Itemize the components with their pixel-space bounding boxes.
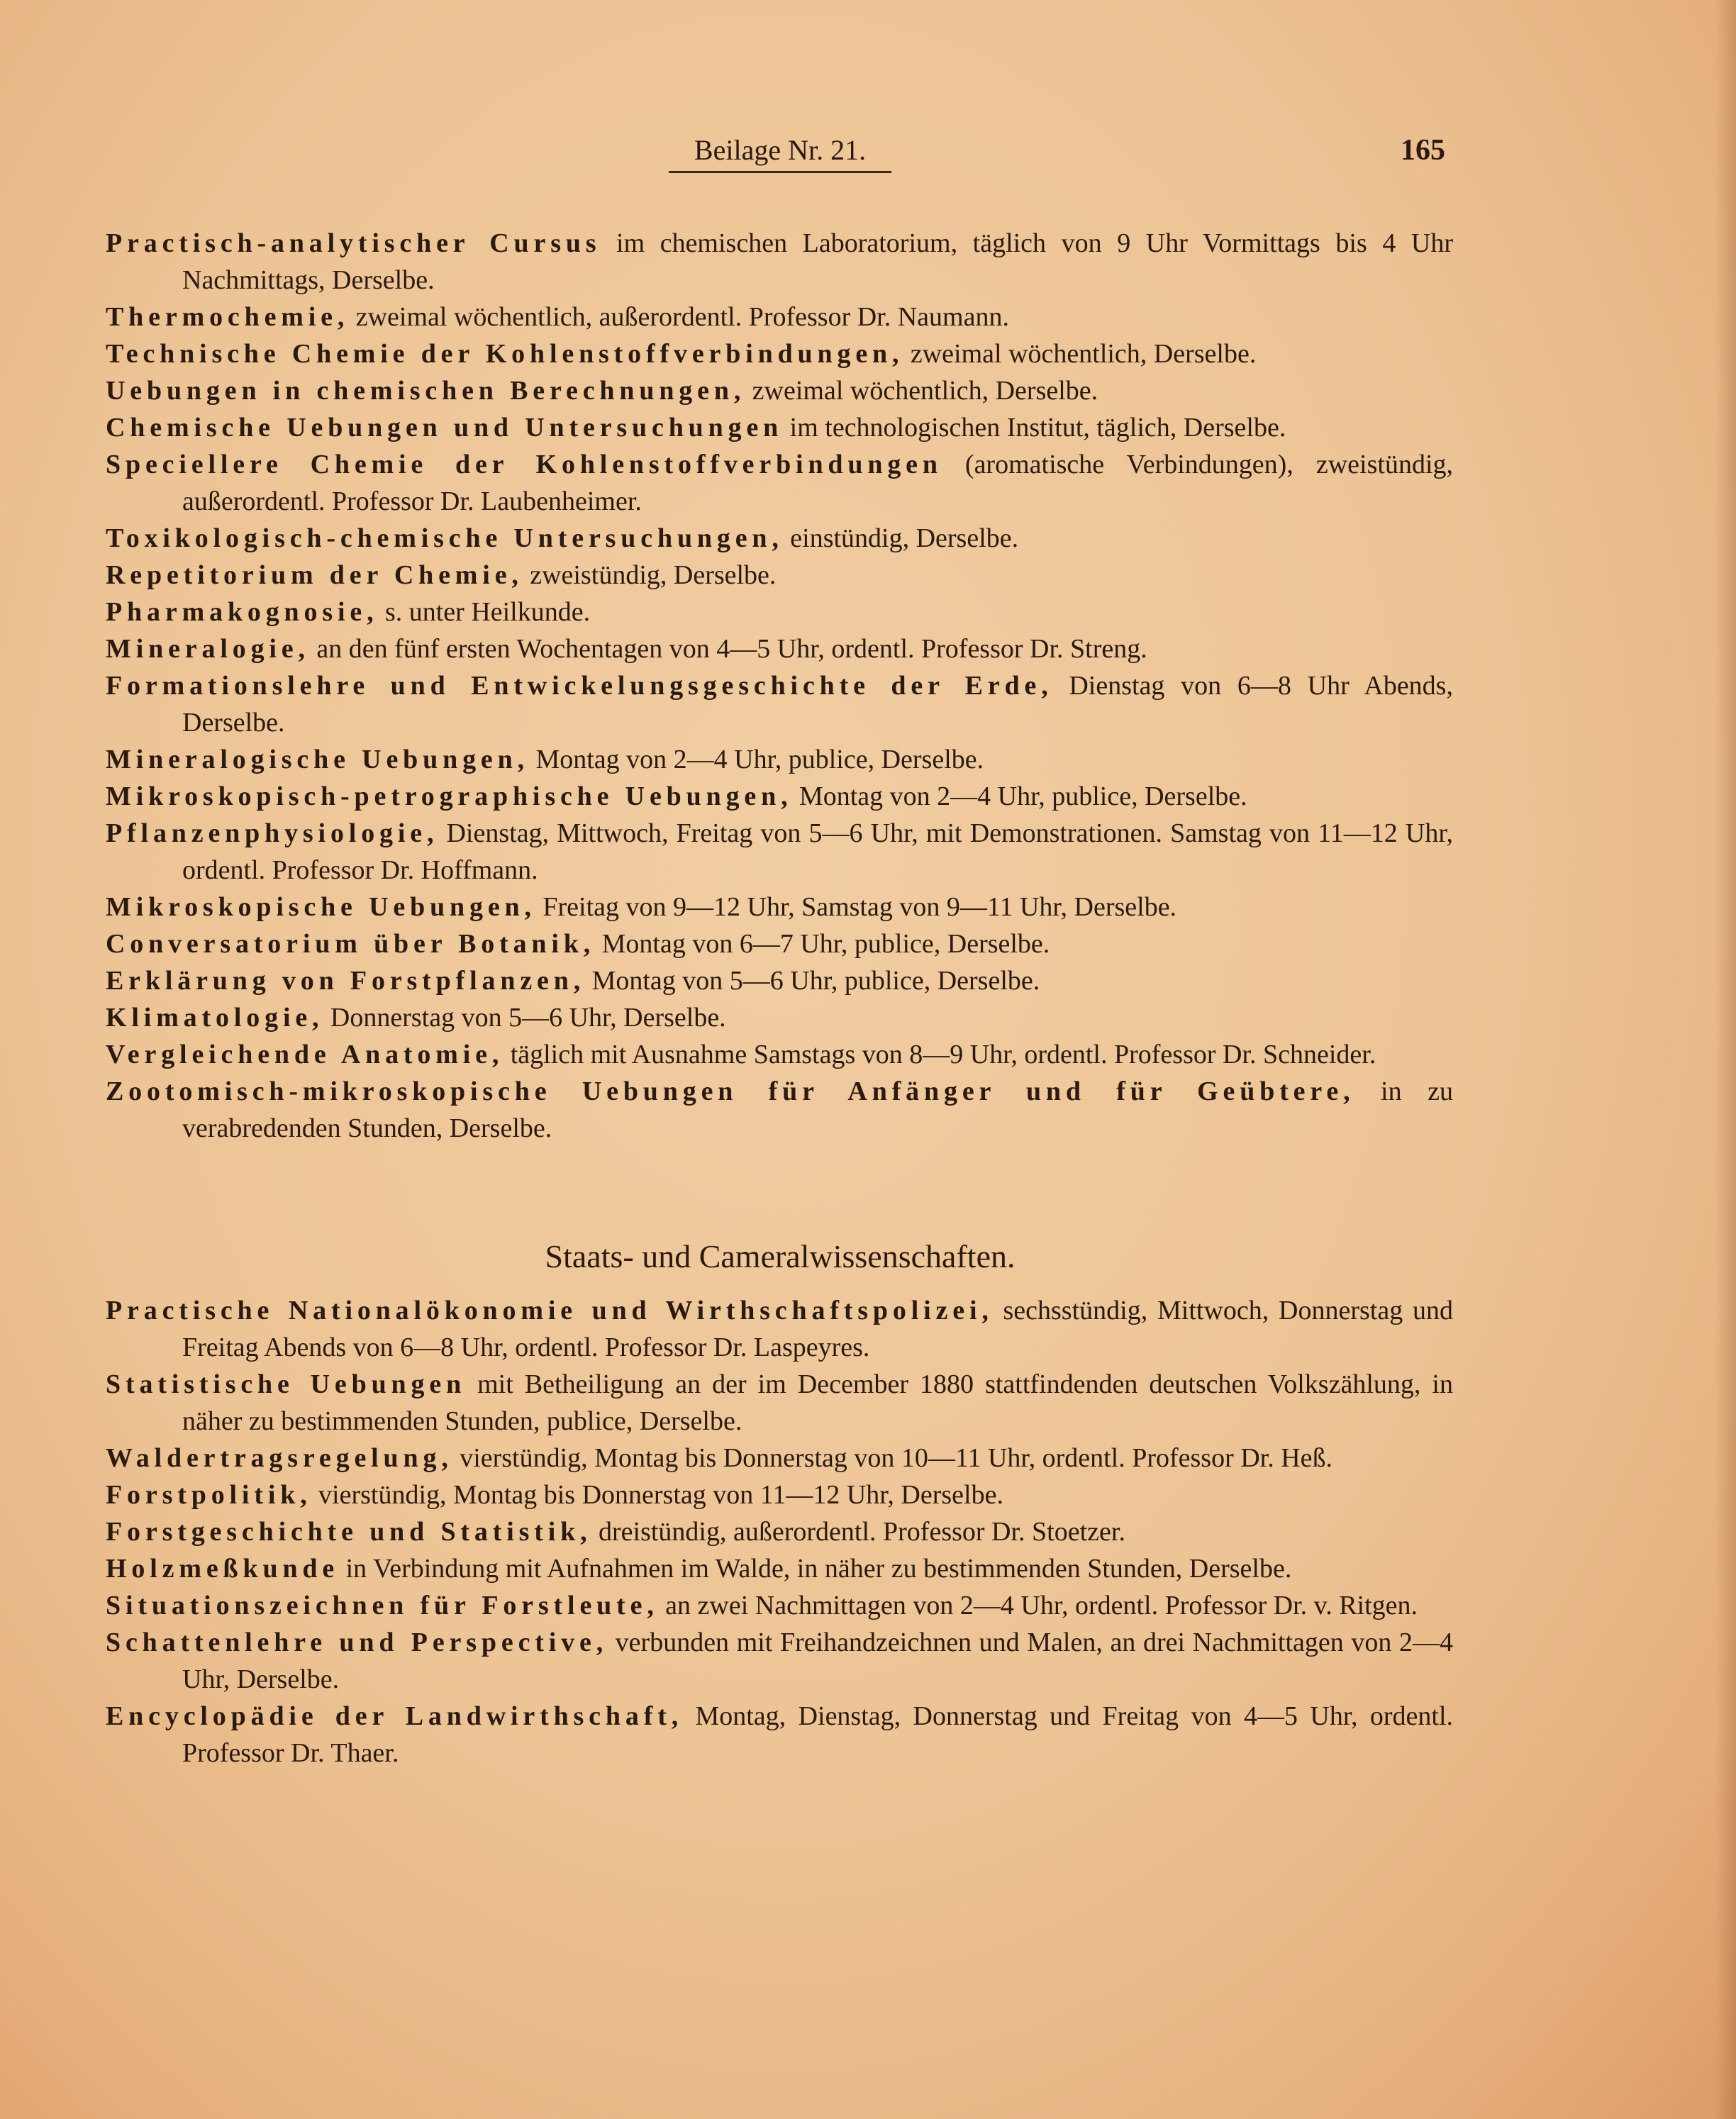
course-details: in zu verabredenden Stunden, Derselbe.	[182, 1077, 1453, 1143]
course-details: im chemischen Laboratorium, täglich von 9 Uhr Vormittags bis 4 Uhr Nachmittags, Derselbe.	[182, 228, 1454, 295]
course-details: zweimal wöchentlich, Derselbe.	[745, 376, 1098, 406]
course-title: Speciellere Chemie der Kohlenstoffverbindungen	[106, 450, 942, 479]
course-title: Klimatologie,	[106, 1003, 324, 1033]
course-details: vierstündig, Montag bis Donnerstag von 11—12 Uhr, Derselbe.	[311, 1480, 1003, 1510]
course-details: an den fünf ersten Wochentagen von 4—5 Uhr, ordentl. Professor Dr. Streng.	[309, 634, 1147, 664]
course-title: Chemische Uebungen und Untersuchungen	[106, 413, 784, 443]
course-details: zweistündig, Derselbe.	[523, 560, 777, 590]
course-entry	[106, 594, 1453, 630]
course-entry	[106, 1073, 1453, 1147]
course-title: Mikroskopische Uebungen,	[106, 892, 536, 922]
course-details: einstündig, Derselbe.	[783, 523, 1019, 553]
course-title: Erklärung von Forstpflanzen,	[106, 966, 586, 996]
course-title: Schattenlehre und Perspective,	[106, 1628, 608, 1657]
running-header: Beilage Nr. 21.	[669, 133, 891, 173]
page-number: 165	[1401, 134, 1445, 167]
course-details: verbunden mit Freihandzeichnen und Malen, an drei Nachmittagen von 2—4 Uhr, Derselbe.	[182, 1628, 1454, 1694]
course-details: Montag von 2—4 Uhr, publice, Derselbe.	[528, 745, 984, 774]
course-title: Uebungen in chemischen Berechnungen,	[106, 376, 746, 406]
course-entry	[106, 1587, 1453, 1624]
course-entry	[106, 999, 1453, 1036]
course-entry	[106, 667, 1453, 741]
course-title: Zootomisch-mikroskopische Uebungen für Anfänger und für Geübtere,	[106, 1077, 1355, 1106]
course-entry	[106, 335, 1453, 372]
course-entry	[106, 1476, 1453, 1513]
course-details: Dienstag, Mittwoch, Freitag von 5—6 Uhr, mit Demonstrationen. Samstag von 11—12 Uhr, ordentl. Professor Dr. Hoffmann.	[182, 818, 1453, 885]
course-entry	[106, 630, 1453, 667]
course-entry	[106, 962, 1453, 999]
page-edge-shadow	[1715, 0, 1736, 2119]
course-entry	[106, 778, 1453, 815]
course-title: Thermochemie,	[106, 302, 350, 332]
course-title: Technische Chemie der Kohlenstoffverbindungen,	[106, 339, 904, 369]
course-title: Situationszeichnen für Forstleute,	[106, 1591, 659, 1620]
course-list-natural-sciences	[106, 225, 1453, 1147]
course-details: in Verbindung mit Aufnahmen im Walde, in näher zu bestimmenden Stunden, Derselbe.	[339, 1554, 1292, 1584]
course-title: Mineralogische Uebungen,	[106, 745, 529, 774]
course-title: Toxikologisch-chemische Untersuchungen,	[106, 523, 784, 553]
course-entry	[106, 1698, 1453, 1772]
course-title: Encyclopädie der Landwirthschaft,	[106, 1701, 684, 1731]
course-title: Conversatorium über Botanik,	[106, 929, 596, 959]
course-title: Pharmakognosie,	[106, 597, 379, 627]
course-title: Statistische Uebungen	[106, 1369, 467, 1399]
course-details: täglich mit Ausnahme Samstags von 8—9 Uhr, ordentl. Professor Dr. Schneider.	[503, 1040, 1376, 1069]
course-title: Mikroskopisch-petrographische Uebungen,	[106, 782, 793, 811]
course-details: zweimal wöchentlich, außerordentl. Professor Dr. Naumann.	[349, 302, 1009, 332]
course-list-cameral-sciences	[106, 1292, 1453, 1772]
course-entry	[106, 1036, 1453, 1073]
course-entry	[106, 520, 1453, 557]
course-entry	[106, 225, 1453, 299]
course-title: Waldertragsregelung,	[106, 1443, 453, 1473]
course-entry	[106, 741, 1453, 778]
course-entry	[106, 1440, 1453, 1476]
course-title: Practische Nationalökonomie und Wirthschaftspolizei,	[106, 1296, 994, 1325]
course-title: Vergleichende Anatomie,	[106, 1040, 504, 1069]
course-details: s. unter Heilkunde.	[378, 597, 591, 627]
course-title: Forstgeschichte und Statistik,	[106, 1517, 592, 1547]
course-details: an zwei Nachmittagen von 2—4 Uhr, ordentl. Professor Dr. v. Ritgen.	[658, 1591, 1418, 1620]
course-entry	[106, 446, 1453, 520]
course-details: Montag von 6—7 Uhr, publice, Derselbe.	[595, 929, 1050, 959]
course-details: Freitag von 9—12 Uhr, Samstag von 9—11 Uhr, Derselbe.	[535, 892, 1177, 922]
course-entry	[106, 299, 1453, 335]
course-details: Donnerstag von 5—6 Uhr, Derselbe.	[323, 1003, 726, 1033]
course-entry	[106, 1550, 1453, 1587]
course-entry	[106, 409, 1453, 446]
course-entry	[106, 815, 1453, 889]
course-entry	[106, 1624, 1453, 1698]
course-entry	[106, 1366, 1453, 1440]
course-title: Forstpolitik,	[106, 1480, 312, 1510]
course-title: Holzmeßkunde	[106, 1554, 340, 1584]
course-entry	[106, 1292, 1453, 1366]
course-entry	[106, 889, 1453, 925]
course-entry	[106, 925, 1453, 962]
course-title: Practisch-analytischer Cursus	[106, 228, 601, 258]
course-details: vierstündig, Montag bis Donnerstag von 10—11 Uhr, ordentl. Professor Dr. Heß.	[452, 1443, 1333, 1473]
course-details: Montag von 2—4 Uhr, publice, Derselbe.	[792, 782, 1247, 811]
course-details: (aromatische Verbindungen), zweistündig, außerordentl. Professor Dr. Laubenheimer.	[182, 450, 1453, 516]
course-details: mit Betheiligung an der im December 1880 stattfindenden deutschen Volkszählung, in näher zu bestimmenden Stunden, publice, Derselbe.	[182, 1369, 1453, 1436]
course-entry	[106, 557, 1453, 594]
course-details: Montag von 5—6 Uhr, publice, Derselbe.	[585, 966, 1040, 996]
course-details: Dienstag von 6—8 Uhr Abends, Derselbe.	[182, 671, 1453, 738]
course-details: Montag, Dienstag, Donnerstag und Freitag von 4—5 Uhr, ordentl. Professor Dr. Thaer.	[182, 1701, 1454, 1768]
course-entry	[106, 1513, 1453, 1550]
section-heading: Staats- und Cameralwissenschaften.	[545, 1238, 1016, 1274]
course-title: Mineralogie,	[106, 634, 310, 664]
course-title: Repetitorium der Chemie,	[106, 560, 523, 590]
course-details: dreistündig, außerordentl. Professor Dr. Stoetzer.	[591, 1517, 1125, 1547]
course-title: Formationslehre und Entwickelungsgeschichte der Erde,	[106, 671, 1053, 701]
course-title: Pflanzenphysiologie,	[106, 818, 439, 848]
course-details: zweimal wöchentlich, Derselbe.	[903, 339, 1257, 369]
course-details: im technologischen Institut, täglich, Derselbe.	[783, 413, 1286, 443]
course-details: sechsstündig, Mittwoch, Donnerstag und Freitag Abends von 6—8 Uhr, ordentl. Professor Dr. Laspeyres.	[182, 1296, 1453, 1362]
course-entry	[106, 372, 1453, 409]
